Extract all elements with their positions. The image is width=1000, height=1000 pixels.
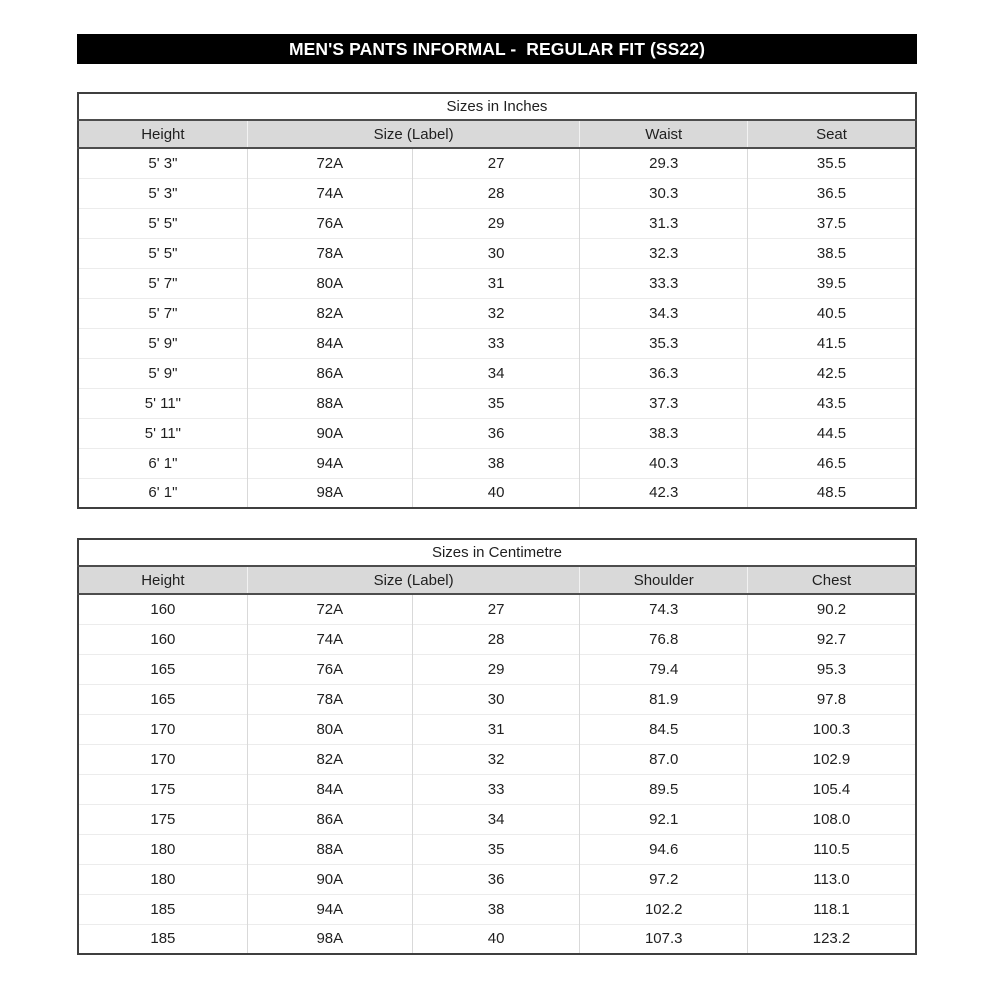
table-cell: 39.5: [748, 268, 916, 298]
table-cell: 34: [412, 358, 580, 388]
table-row: [78, 714, 916, 744]
table-row: [78, 894, 916, 924]
table-cell: 40: [412, 478, 580, 508]
table-cell: 5' 9": [78, 358, 247, 388]
table-cell: 41.5: [748, 328, 916, 358]
table-cell: 94.6: [580, 834, 748, 864]
table-cell: 33: [412, 774, 580, 804]
table-cell: 84A: [247, 328, 412, 358]
table-cell: 5' 7": [78, 268, 247, 298]
table-cell: 86A: [247, 804, 412, 834]
table-cell: 76A: [247, 208, 412, 238]
table-cell: 5' 11": [78, 418, 247, 448]
table-cell: 74.3: [580, 594, 748, 624]
table-cell: 170: [78, 744, 247, 774]
table-cell: 160: [78, 624, 247, 654]
table-caption-row: [78, 93, 916, 120]
table-cell: 29: [412, 654, 580, 684]
table-cell: 180: [78, 864, 247, 894]
column-header: Size (Label): [247, 566, 580, 594]
table-cell: 30: [412, 238, 580, 268]
table-cell: 34.3: [580, 298, 748, 328]
table-row: [78, 804, 916, 834]
table-cell: 33: [412, 328, 580, 358]
table-cell: 44.5: [748, 418, 916, 448]
table-cell: 48.5: [748, 478, 916, 508]
table-cell: 185: [78, 894, 247, 924]
table-cell: 40.3: [580, 448, 748, 478]
table-cell: 35: [412, 834, 580, 864]
table-cell: 37.3: [580, 388, 748, 418]
table-cell: 42.5: [748, 358, 916, 388]
table-cell: 28: [412, 624, 580, 654]
table-cell: 42.3: [580, 478, 748, 508]
table-cell: 32.3: [580, 238, 748, 268]
table-row: [78, 418, 916, 448]
size-table-inches: [77, 92, 917, 509]
table-cell: 102.2: [580, 894, 748, 924]
table-cell: 78A: [247, 684, 412, 714]
table-cell: 5' 3": [78, 148, 247, 178]
table-cell: 76.8: [580, 624, 748, 654]
table-cell: 38: [412, 448, 580, 478]
table-row: [78, 328, 916, 358]
table-cell: 92.7: [748, 624, 916, 654]
table-row: [78, 834, 916, 864]
table-cell: 87.0: [580, 744, 748, 774]
table-caption-row: [78, 539, 916, 566]
column-header: Height: [78, 566, 247, 594]
table-cell: 5' 5": [78, 238, 247, 268]
table-cell: 31: [412, 714, 580, 744]
table-cell: 30: [412, 684, 580, 714]
table-cell: 94A: [247, 448, 412, 478]
table-row: [78, 148, 916, 178]
table-cell: 79.4: [580, 654, 748, 684]
table-cell: 86A: [247, 358, 412, 388]
table-row: [78, 388, 916, 418]
table-cell: 88A: [247, 388, 412, 418]
table-cell: 82A: [247, 298, 412, 328]
table-cell: 81.9: [580, 684, 748, 714]
table-cell: 94A: [247, 894, 412, 924]
table-row: [78, 624, 916, 654]
table-row: [78, 478, 916, 508]
table-cell: 107.3: [580, 924, 748, 954]
table-row: [78, 358, 916, 388]
table-cell: 30.3: [580, 178, 748, 208]
table-cell: 5' 11": [78, 388, 247, 418]
table-cell: 160: [78, 594, 247, 624]
table-row: [78, 178, 916, 208]
table-cell: 32: [412, 744, 580, 774]
table-cell: 89.5: [580, 774, 748, 804]
table-cell: 34: [412, 804, 580, 834]
table-cell: 38.5: [748, 238, 916, 268]
table-cell: 102.9: [748, 744, 916, 774]
header-row: [78, 120, 916, 148]
table-caption: Sizes in Centimetre: [78, 539, 916, 566]
table-cell: 37.5: [748, 208, 916, 238]
column-header: Chest: [748, 566, 916, 594]
table-row: [78, 594, 916, 624]
table-cell: 84.5: [580, 714, 748, 744]
table-cell: 43.5: [748, 388, 916, 418]
column-header: Shoulder: [580, 566, 748, 594]
table-cell: 118.1: [748, 894, 916, 924]
table-cell: 95.3: [748, 654, 916, 684]
table-cell: 36: [412, 864, 580, 894]
table-row: [78, 684, 916, 714]
table-cell: 80A: [247, 268, 412, 298]
table-cell: 31: [412, 268, 580, 298]
table-cell: 6' 1": [78, 448, 247, 478]
table-row: [78, 298, 916, 328]
table-cell: 33.3: [580, 268, 748, 298]
table-row: [78, 924, 916, 954]
table-caption: Sizes in Inches: [78, 93, 916, 120]
table-row: [78, 864, 916, 894]
table-cell: 110.5: [748, 834, 916, 864]
table-cell: 82A: [247, 744, 412, 774]
table-cell: 27: [412, 148, 580, 178]
table-cell: 28: [412, 178, 580, 208]
table-cell: 98A: [247, 924, 412, 954]
table-cell: 180: [78, 834, 247, 864]
table-cell: 35.5: [748, 148, 916, 178]
table-cell: 97.8: [748, 684, 916, 714]
table-cell: 76A: [247, 654, 412, 684]
table-cell: 36.5: [748, 178, 916, 208]
table-row: [78, 774, 916, 804]
table-cell: 113.0: [748, 864, 916, 894]
column-header: Size (Label): [247, 120, 580, 148]
table-cell: 98A: [247, 478, 412, 508]
table-cell: 5' 5": [78, 208, 247, 238]
column-header: Height: [78, 120, 247, 148]
table-cell: 38.3: [580, 418, 748, 448]
table-cell: 74A: [247, 624, 412, 654]
table-cell: 29.3: [580, 148, 748, 178]
page-title: MEN'S PANTS INFORMAL - REGULAR FIT (SS22): [77, 34, 917, 64]
table-cell: 46.5: [748, 448, 916, 478]
table-cell: 100.3: [748, 714, 916, 744]
table-cell: 27: [412, 594, 580, 624]
table-cell: 38: [412, 894, 580, 924]
table-row: [78, 238, 916, 268]
table-cell: 5' 7": [78, 298, 247, 328]
tables-container: [77, 92, 917, 955]
table-cell: 35: [412, 388, 580, 418]
table-row: [78, 268, 916, 298]
header-row: [78, 566, 916, 594]
table-cell: 92.1: [580, 804, 748, 834]
table-cell: 90A: [247, 418, 412, 448]
table-cell: 40.5: [748, 298, 916, 328]
table-cell: 165: [78, 654, 247, 684]
table-cell: 29: [412, 208, 580, 238]
table-cell: 72A: [247, 594, 412, 624]
table-row: [78, 448, 916, 478]
table-cell: 175: [78, 774, 247, 804]
table-cell: 31.3: [580, 208, 748, 238]
column-header: Seat: [748, 120, 916, 148]
table-cell: 108.0: [748, 804, 916, 834]
table-cell: 74A: [247, 178, 412, 208]
table-row: [78, 654, 916, 684]
table-cell: 32: [412, 298, 580, 328]
table-cell: 40: [412, 924, 580, 954]
table-cell: 36.3: [580, 358, 748, 388]
table-cell: 72A: [247, 148, 412, 178]
table-row: [78, 208, 916, 238]
table-cell: 35.3: [580, 328, 748, 358]
table-cell: 123.2: [748, 924, 916, 954]
table-cell: 5' 3": [78, 178, 247, 208]
table-row: [78, 744, 916, 774]
table-cell: 170: [78, 714, 247, 744]
table-cell: 78A: [247, 238, 412, 268]
table-cell: 36: [412, 418, 580, 448]
table-cell: 97.2: [580, 864, 748, 894]
column-header: Waist: [580, 120, 748, 148]
table-cell: 165: [78, 684, 247, 714]
table-cell: 80A: [247, 714, 412, 744]
table-cell: 5' 9": [78, 328, 247, 358]
table-cell: 105.4: [748, 774, 916, 804]
table-cell: 6' 1": [78, 478, 247, 508]
table-cell: 90.2: [748, 594, 916, 624]
table-cell: 88A: [247, 834, 412, 864]
table-cell: 185: [78, 924, 247, 954]
size-table-centimetre: [77, 538, 917, 955]
table-cell: 84A: [247, 774, 412, 804]
table-cell: 90A: [247, 864, 412, 894]
table-cell: 175: [78, 804, 247, 834]
